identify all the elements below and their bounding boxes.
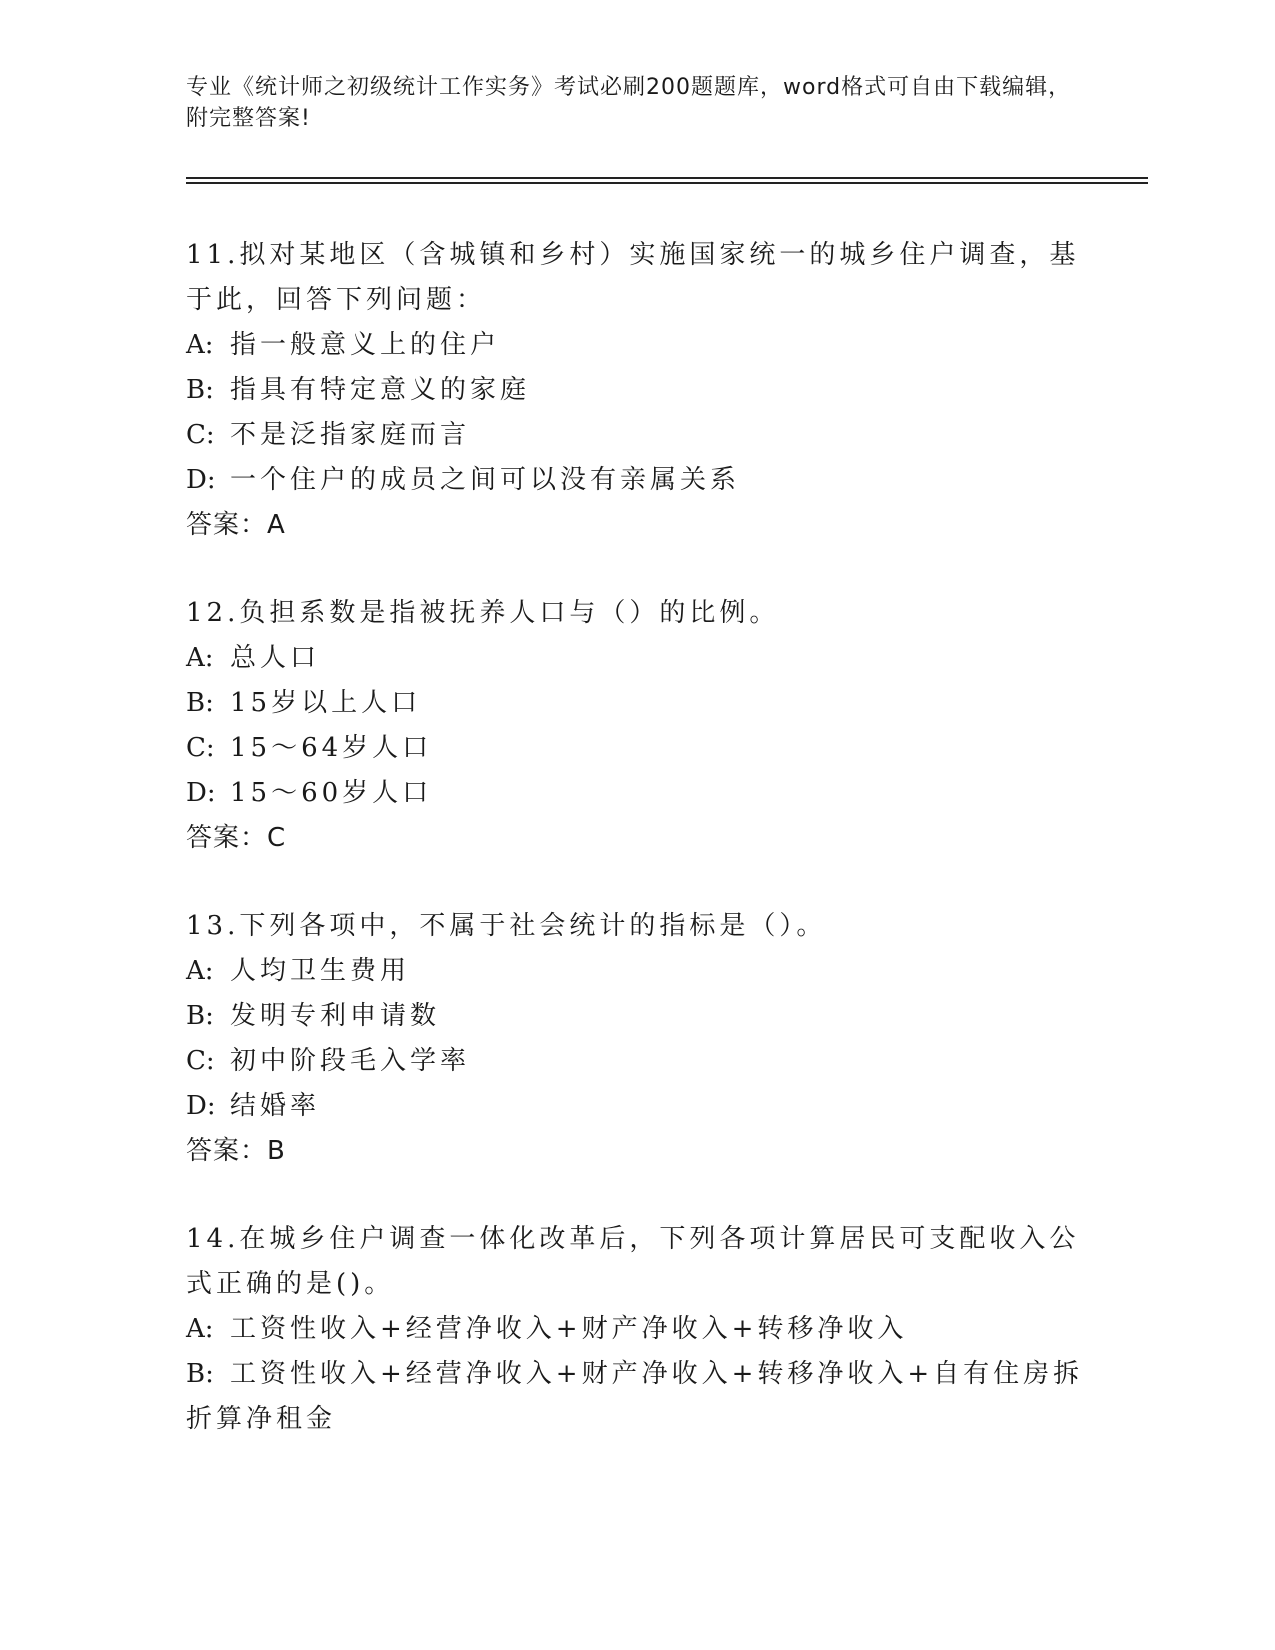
option-letter: C:: [186, 733, 215, 763]
option-text: 发明专利申请数: [230, 1001, 441, 1031]
option-a: [186, 1307, 1086, 1352]
option-text: 指具有特定意义的家庭: [230, 375, 531, 405]
header-divider-top: [186, 177, 1148, 179]
option-c: [186, 726, 1086, 771]
option-letter: B:: [186, 1359, 214, 1389]
answer-line: 答案：C: [186, 823, 287, 853]
question-text: 11.拟对某地区（含城镇和乡村）实施国家统一的城乡住户调查，基于此，回答下列问题：: [186, 240, 1080, 315]
option-letter: D:: [186, 778, 216, 808]
option-letter: A:: [186, 956, 214, 986]
question-12: [186, 591, 1086, 861]
option-d: [186, 458, 1086, 503]
question-list: [186, 233, 1086, 1485]
option-letter: B:: [186, 1001, 214, 1031]
question-text: 12.负担系数是指被抚养人口与（）的比例。: [186, 598, 780, 628]
option-b: [186, 368, 1086, 413]
option-c: [186, 413, 1086, 458]
option-letter: C:: [186, 420, 215, 450]
option-b: [186, 994, 1086, 1039]
option-c: [186, 1039, 1086, 1084]
question-14: [186, 1217, 1086, 1442]
option-text: 不是泛指家庭而言: [230, 420, 471, 450]
option-b: [186, 681, 1086, 726]
answer-line: 答案：A: [186, 510, 286, 540]
option-text: 15岁以上人口: [230, 688, 422, 718]
option-a: [186, 949, 1086, 994]
option-text: 初中阶段毛入学率: [230, 1046, 471, 1076]
option-letter: B:: [186, 688, 214, 718]
option-b: [186, 1352, 1086, 1442]
answer-line: 答案：B: [186, 1136, 286, 1166]
option-text: 15～64岁人口: [230, 733, 433, 763]
option-letter: D:: [186, 465, 216, 495]
option-d: [186, 1084, 1086, 1129]
option-letter: A:: [186, 1314, 214, 1344]
option-letter: A:: [186, 330, 214, 360]
option-letter: C:: [186, 1046, 215, 1076]
option-text: 结婚率: [230, 1091, 321, 1121]
option-letter: B:: [186, 375, 214, 405]
option-text: 指一般意义上的住户: [230, 330, 501, 360]
option-letter: A:: [186, 643, 214, 673]
header-divider-bottom: [186, 182, 1148, 184]
option-d: [186, 771, 1086, 816]
option-letter: D:: [186, 1091, 216, 1121]
question-text: 14.在城乡住户调查一体化改革后，下列各项计算居民可支配收入公式正确的是()。: [186, 1224, 1080, 1299]
option-a: [186, 323, 1086, 368]
option-a: [186, 636, 1086, 681]
option-text: 15～60岁人口: [230, 778, 433, 808]
option-text: 工资性收入+经营净收入+财产净收入+转移净收入: [230, 1314, 908, 1344]
question-11: [186, 233, 1086, 548]
question-13: [186, 904, 1086, 1174]
option-text: 工资性收入+经营净收入+财产净收入+转移净收入+自有住房拆折算净租金: [186, 1359, 1084, 1434]
option-text: 一个住户的成员之间可以没有亲属关系: [230, 465, 741, 495]
question-text: 13.下列各项中，不属于社会统计的指标是（）。: [186, 911, 827, 941]
option-text: 人均卫生费用: [230, 956, 411, 986]
option-text: 总人口: [230, 643, 321, 673]
document-header: 专业《统计师之初级统计工作实务》考试必刷200题题库，word格式可自由下载编辑，附完整答案!: [186, 75, 1072, 131]
